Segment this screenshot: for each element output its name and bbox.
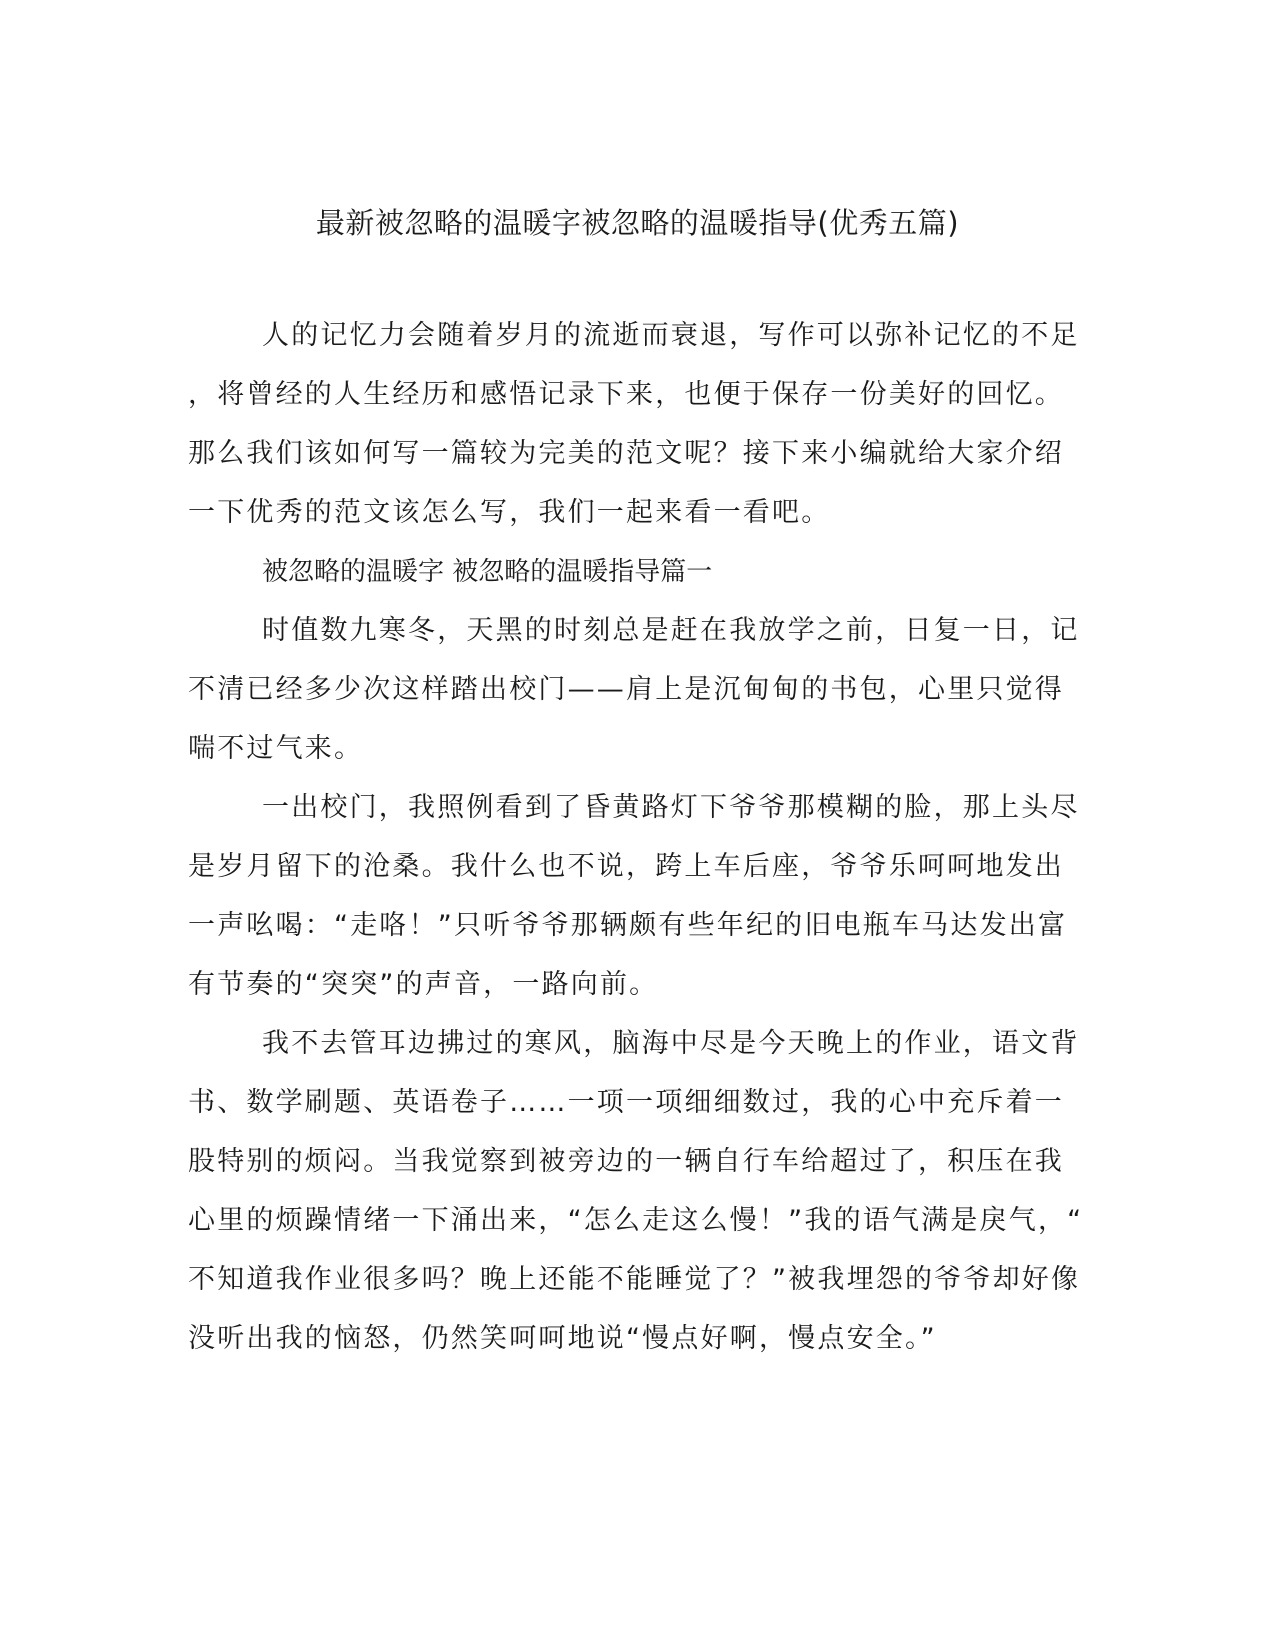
paragraph-5-line-2: 书、数学刷题、英语卷子……一项一项细细数过，我的心中充斥着一 xyxy=(188,1087,1064,1118)
paragraph-3-line-3: 喘不过气来。 xyxy=(188,733,364,764)
paragraph-1-line-1: 人的记忆力会随着岁月的流逝而衰退，写作可以弥补记忆的不足 xyxy=(262,320,1080,351)
paragraph-5-line-6: 没听出我的恼怒，仍然笑呵呵地说“慢点好啊，慢点安全。” xyxy=(188,1323,937,1354)
section-heading: 被忽略的温暖字 被忽略的温暖指导篇一 xyxy=(262,557,713,587)
paragraph-5-line-1: 我不去管耳边拂过的寒风，脑海中尽是今天晚上的作业，语文背 xyxy=(262,1028,1080,1059)
document-title: 最新被忽略的温暖字被忽略的温暖指导(优秀五篇) xyxy=(315,206,960,240)
paragraph-1-line-4: 一下优秀的范文该怎么写，我们一起来看一看吧。 xyxy=(188,497,831,528)
paragraph-3-line-1: 时值数九寒冬，天黑的时刻总是赶在我放学之前，日复一日，记 xyxy=(262,615,1080,646)
paragraph-3-line-2: 不清已经多少次这样踏出校门——肩上是沉甸甸的书包，心里只觉得 xyxy=(188,674,1064,705)
paragraph-5-line-4: 心里的烦躁情绪一下涌出来，“怎么走这么慢！”我的语气满是戾气，“ xyxy=(188,1205,1084,1236)
paragraph-4-line-3: 一声吆喝：“走咯！”只听爷爷那辆颇有些年纪的旧电瓶车马达发出富 xyxy=(188,910,1068,941)
paragraph-4-line-4: 有节奏的“突突”的声音，一路向前。 xyxy=(188,969,659,1000)
paragraph-1-line-2: ，将曾经的人生经历和感悟记录下来，也便于保存一份美好的回忆。 xyxy=(188,379,1064,410)
paragraph-4-line-1: 一出校门，我照例看到了昏黄路灯下爷爷那模糊的脸，那上头尽 xyxy=(262,792,1080,823)
paragraph-4-line-2: 是岁月留下的沧桑。我什么也不说，跨上车后座，爷爷乐呵呵地发出 xyxy=(188,851,1064,882)
paragraph-5-line-3: 股特别的烦闷。当我觉察到被旁边的一辆自行车给超过了，积压在我 xyxy=(188,1146,1064,1177)
paragraph-5-line-5: 不知道我作业很多吗？晚上还能不能睡觉了？”被我埋怨的爷爷却好像 xyxy=(188,1264,1081,1295)
paragraph-1-line-3: 那么我们该如何写一篇较为完美的范文呢？接下来小编就给大家介绍 xyxy=(188,438,1064,469)
